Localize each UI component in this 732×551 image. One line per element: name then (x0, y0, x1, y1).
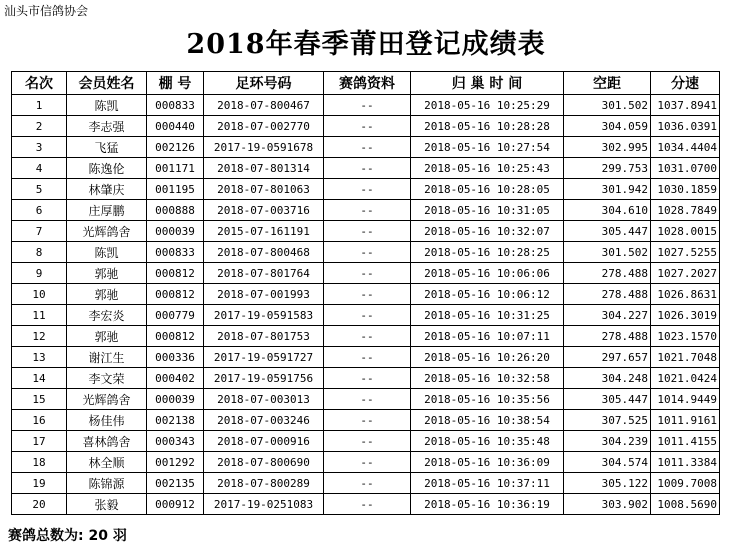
table-row (12, 431, 720, 452)
cell-member-name: 张毅 (67, 494, 147, 515)
cell-ring-number: 2018-07-000916 (204, 431, 324, 452)
cell-ring-number: 2017-19-0591756 (204, 368, 324, 389)
cell-loft-number: 000440 (147, 116, 204, 137)
cell-pigeon-info: -- (324, 305, 411, 326)
cell-member-name: 郭驰 (67, 284, 147, 305)
cell-speed: 1023.1570 (651, 326, 720, 347)
cell-arrival-time: 2018-05-16 10:35:48 (411, 431, 564, 452)
cell-loft-number: 000343 (147, 431, 204, 452)
cell-arrival-time: 2018-05-16 10:28:25 (411, 242, 564, 263)
table-row (12, 326, 720, 347)
cell-member-name: 陈凯 (67, 95, 147, 116)
cell-member-name: 光辉鸽舍 (67, 221, 147, 242)
cell-speed: 1027.2027 (651, 263, 720, 284)
cell-rank: 19 (12, 473, 67, 494)
cell-rank: 20 (12, 494, 67, 515)
cell-loft-number: 000888 (147, 200, 204, 221)
cell-speed: 1021.0424 (651, 368, 720, 389)
table-row (12, 158, 720, 179)
table-row (12, 263, 720, 284)
cell-speed: 1021.7048 (651, 347, 720, 368)
cell-arrival-time: 2018-05-16 10:32:58 (411, 368, 564, 389)
cell-arrival-time: 2018-05-16 10:07:11 (411, 326, 564, 347)
cell-member-name: 飞猛 (67, 137, 147, 158)
table-row (12, 95, 720, 116)
cell-distance: 301.942 (564, 179, 651, 200)
cell-member-name: 林全顺 (67, 452, 147, 473)
cell-pigeon-info: -- (324, 242, 411, 263)
cell-pigeon-info: -- (324, 494, 411, 515)
cell-ring-number: 2017-19-0591678 (204, 137, 324, 158)
table-row (12, 137, 720, 158)
cell-pigeon-info: -- (324, 137, 411, 158)
cell-pigeon-info: -- (324, 95, 411, 116)
cell-loft-number: 000039 (147, 389, 204, 410)
cell-speed: 1014.9449 (651, 389, 720, 410)
cell-rank: 13 (12, 347, 67, 368)
cell-ring-number: 2017-19-0591583 (204, 305, 324, 326)
cell-distance: 278.488 (564, 326, 651, 347)
cell-speed: 1026.8631 (651, 284, 720, 305)
cell-arrival-time: 2018-05-16 10:26:20 (411, 347, 564, 368)
cell-loft-number: 000039 (147, 221, 204, 242)
cell-arrival-time: 2018-05-16 10:25:43 (411, 158, 564, 179)
cell-rank: 10 (12, 284, 67, 305)
cell-ring-number: 2018-07-801314 (204, 158, 324, 179)
cell-speed: 1037.8941 (651, 95, 720, 116)
cell-arrival-time: 2018-05-16 10:37:11 (411, 473, 564, 494)
cell-arrival-time: 2018-05-16 10:36:09 (411, 452, 564, 473)
cell-arrival-time: 2018-05-16 10:28:05 (411, 179, 564, 200)
cell-arrival-time: 2018-05-16 10:36:19 (411, 494, 564, 515)
cell-rank: 9 (12, 263, 67, 284)
cell-speed: 1031.0700 (651, 158, 720, 179)
cell-distance: 304.248 (564, 368, 651, 389)
cell-member-name: 谢江生 (67, 347, 147, 368)
cell-distance: 301.502 (564, 242, 651, 263)
cell-ring-number: 2018-07-801753 (204, 326, 324, 347)
cell-ring-number: 2015-07-161191 (204, 221, 324, 242)
cell-distance: 305.122 (564, 473, 651, 494)
table-row (12, 116, 720, 137)
cell-distance: 303.902 (564, 494, 651, 515)
table-row (12, 368, 720, 389)
cell-member-name: 林肇庆 (67, 179, 147, 200)
cell-loft-number: 000402 (147, 368, 204, 389)
cell-loft-number: 002126 (147, 137, 204, 158)
table-row (12, 221, 720, 242)
cell-ring-number: 2017-19-0251083 (204, 494, 324, 515)
table-row (12, 389, 720, 410)
cell-speed: 1008.5690 (651, 494, 720, 515)
cell-loft-number: 000812 (147, 326, 204, 347)
cell-pigeon-info: -- (324, 368, 411, 389)
cell-loft-number: 000833 (147, 242, 204, 263)
cell-arrival-time: 2018-05-16 10:31:25 (411, 305, 564, 326)
cell-arrival-time: 2018-05-16 10:25:29 (411, 95, 564, 116)
cell-arrival-time: 2018-05-16 10:32:07 (411, 221, 564, 242)
cell-rank: 16 (12, 410, 67, 431)
cell-pigeon-info: -- (324, 473, 411, 494)
cell-distance: 304.610 (564, 200, 651, 221)
cell-loft-number: 000833 (147, 95, 204, 116)
organization-name: 汕头市信鸽协会 (4, 4, 89, 18)
cell-pigeon-info: -- (324, 389, 411, 410)
cell-member-name: 庄厚鹏 (67, 200, 147, 221)
cell-distance: 301.502 (564, 95, 651, 116)
cell-pigeon-info: -- (324, 221, 411, 242)
cell-distance: 302.995 (564, 137, 651, 158)
cell-distance: 304.239 (564, 431, 651, 452)
cell-pigeon-info: -- (324, 263, 411, 284)
cell-pigeon-info: -- (324, 200, 411, 221)
cell-rank: 12 (12, 326, 67, 347)
cell-ring-number: 2018-07-800467 (204, 95, 324, 116)
cell-loft-number: 002135 (147, 473, 204, 494)
cell-loft-number: 000336 (147, 347, 204, 368)
cell-pigeon-info: -- (324, 284, 411, 305)
results-body (12, 95, 720, 515)
cell-member-name: 李文荣 (67, 368, 147, 389)
cell-arrival-time: 2018-05-16 10:27:54 (411, 137, 564, 158)
cell-arrival-time: 2018-05-16 10:31:05 (411, 200, 564, 221)
cell-speed: 1036.0391 (651, 116, 720, 137)
column-header-pigeon-info: 赛鸽资料 (324, 72, 411, 95)
total-pigeons-count: 赛鸽总数为: 20 羽 (8, 528, 127, 544)
cell-rank: 7 (12, 221, 67, 242)
cell-speed: 1011.3384 (651, 452, 720, 473)
cell-rank: 14 (12, 368, 67, 389)
cell-loft-number: 001292 (147, 452, 204, 473)
table-row (12, 242, 720, 263)
cell-ring-number: 2018-07-003716 (204, 200, 324, 221)
cell-member-name: 陈锦源 (67, 473, 147, 494)
results-table (11, 71, 720, 515)
cell-loft-number: 002138 (147, 410, 204, 431)
cell-pigeon-info: -- (324, 179, 411, 200)
header-row (12, 72, 720, 95)
cell-rank: 3 (12, 137, 67, 158)
cell-distance: 304.227 (564, 305, 651, 326)
cell-member-name: 郭驰 (67, 326, 147, 347)
cell-distance: 299.753 (564, 158, 651, 179)
cell-distance: 305.447 (564, 221, 651, 242)
cell-arrival-time: 2018-05-16 10:06:12 (411, 284, 564, 305)
cell-rank: 5 (12, 179, 67, 200)
column-header-distance: 空距 (564, 72, 651, 95)
cell-arrival-time: 2018-05-16 10:06:06 (411, 263, 564, 284)
cell-pigeon-info: -- (324, 410, 411, 431)
column-header-arrival-time: 归 巢 时 间 (411, 72, 564, 95)
cell-loft-number: 001195 (147, 179, 204, 200)
cell-pigeon-info: -- (324, 347, 411, 368)
cell-speed: 1026.3019 (651, 305, 720, 326)
cell-ring-number: 2018-07-801063 (204, 179, 324, 200)
column-header-speed: 分速 (651, 72, 720, 95)
cell-pigeon-info: -- (324, 158, 411, 179)
cell-speed: 1034.4404 (651, 137, 720, 158)
cell-rank: 2 (12, 116, 67, 137)
table-row (12, 410, 720, 431)
cell-rank: 18 (12, 452, 67, 473)
cell-member-name: 李宏炎 (67, 305, 147, 326)
column-header-ring-number: 足环号码 (204, 72, 324, 95)
cell-ring-number: 2018-07-001993 (204, 284, 324, 305)
table-row (12, 452, 720, 473)
column-header-rank: 名次 (12, 72, 67, 95)
cell-member-name: 陈凯 (67, 242, 147, 263)
cell-arrival-time: 2018-05-16 10:38:54 (411, 410, 564, 431)
column-header-loft-number: 棚 号 (147, 72, 204, 95)
cell-distance: 278.488 (564, 263, 651, 284)
cell-pigeon-info: -- (324, 116, 411, 137)
cell-member-name: 杨佳伟 (67, 410, 147, 431)
cell-member-name: 光辉鸽舍 (67, 389, 147, 410)
cell-ring-number: 2018-07-003013 (204, 389, 324, 410)
cell-ring-number: 2018-07-800289 (204, 473, 324, 494)
page-title: 2018年春季莆田登记成绩表 (186, 29, 546, 60)
cell-ring-number: 2018-07-003246 (204, 410, 324, 431)
table-row (12, 179, 720, 200)
cell-loft-number: 000912 (147, 494, 204, 515)
cell-speed: 1011.4155 (651, 431, 720, 452)
table-row (12, 305, 720, 326)
cell-ring-number: 2018-07-002770 (204, 116, 324, 137)
cell-member-name: 李志强 (67, 116, 147, 137)
cell-distance: 307.525 (564, 410, 651, 431)
cell-distance: 305.447 (564, 389, 651, 410)
cell-rank: 4 (12, 158, 67, 179)
cell-distance: 297.657 (564, 347, 651, 368)
cell-ring-number: 2018-07-800690 (204, 452, 324, 473)
cell-speed: 1028.7849 (651, 200, 720, 221)
table-row (12, 347, 720, 368)
cell-member-name: 陈逸伦 (67, 158, 147, 179)
cell-speed: 1009.7008 (651, 473, 720, 494)
cell-loft-number: 000812 (147, 263, 204, 284)
table-row (12, 200, 720, 221)
cell-loft-number: 001171 (147, 158, 204, 179)
cell-arrival-time: 2018-05-16 10:28:28 (411, 116, 564, 137)
cell-pigeon-info: -- (324, 431, 411, 452)
cell-rank: 17 (12, 431, 67, 452)
cell-speed: 1011.9161 (651, 410, 720, 431)
table-row (12, 284, 720, 305)
cell-ring-number: 2017-19-0591727 (204, 347, 324, 368)
cell-ring-number: 2018-07-800468 (204, 242, 324, 263)
cell-distance: 304.574 (564, 452, 651, 473)
cell-loft-number: 000779 (147, 305, 204, 326)
cell-loft-number: 000812 (147, 284, 204, 305)
cell-arrival-time: 2018-05-16 10:35:56 (411, 389, 564, 410)
table-row (12, 473, 720, 494)
cell-distance: 304.059 (564, 116, 651, 137)
column-header-member-name: 会员姓名 (67, 72, 147, 95)
cell-ring-number: 2018-07-801764 (204, 263, 324, 284)
cell-pigeon-info: -- (324, 326, 411, 347)
cell-rank: 11 (12, 305, 67, 326)
cell-rank: 15 (12, 389, 67, 410)
cell-rank: 6 (12, 200, 67, 221)
cell-speed: 1027.5255 (651, 242, 720, 263)
cell-member-name: 郭驰 (67, 263, 147, 284)
cell-rank: 1 (12, 95, 67, 116)
table-row (12, 494, 720, 515)
cell-member-name: 喜林鸽舍 (67, 431, 147, 452)
cell-distance: 278.488 (564, 284, 651, 305)
cell-speed: 1028.0015 (651, 221, 720, 242)
cell-rank: 8 (12, 242, 67, 263)
cell-speed: 1030.1859 (651, 179, 720, 200)
cell-pigeon-info: -- (324, 452, 411, 473)
